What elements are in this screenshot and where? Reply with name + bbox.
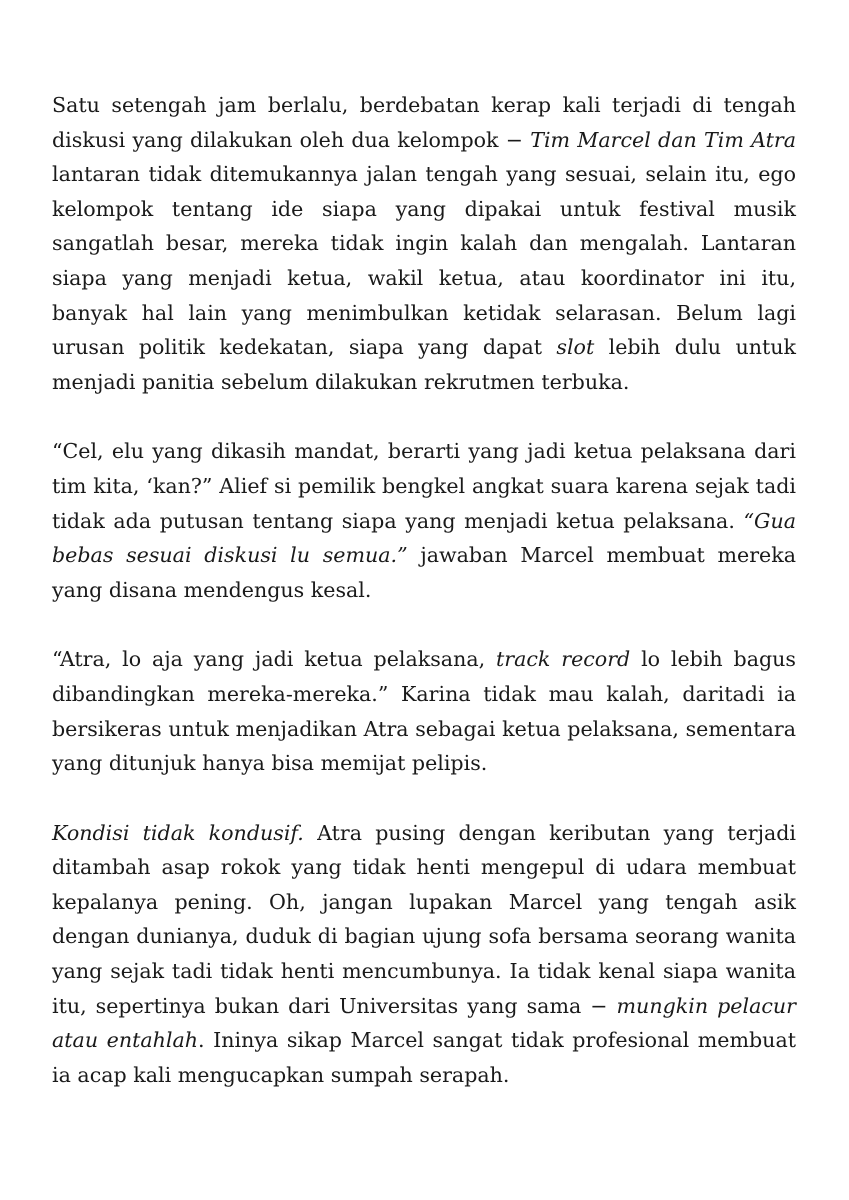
paragraph-3 [52, 642, 796, 780]
paragraph-4-italic-opening: Kondisi tidak kondusif. [52, 820, 304, 845]
paragraph-1-text: lantaran tidak ditemukannya jalan tengah yang sesuai, selain itu, ego kelompok tentang ide siapa yang dipakai untuk festival musik sangatlah besar, mereka tidak ingin kalah dan mengalah. Lantaran siapa yang menjadi ketua, wakil ketua, atau koordinator ini itu, banyak hal lain yang menimbulkan ketidak selarasan. Belum lagi urusan politik kedekatan, siapa yang dapat [52, 162, 796, 360]
paragraph-4-text: Atra pusing dengan keributan yang terjadi ditambah asap rokok yang tidak henti mengepul di udara membuat kepalanya pening. Oh, jangan lupakan Marcel yang tengah asik dengan dunianya, duduk di bagian ujung sofa bersama seorang wanita yang sejak tadi tidak henti mencumbunya. Ia tidak kenal siapa wanita itu, sepertinya bukan dari Universitas yang sama − [52, 820, 796, 1018]
paragraph-1-italic-slot: slot [556, 335, 595, 360]
paragraph-2 [52, 434, 796, 607]
paragraph-3-text: lo lebih bagus dibandingkan mereka-mereka.” Karina tidak mau kalah, daritadi ia bersikeras untuk menjadikan Atra sebagai ketua pelaksana, sementara yang ditunjuk hanya bisa memijat pelipis. [52, 647, 796, 776]
paragraph-3-italic-track-record: track record [496, 647, 631, 672]
document-page [52, 88, 796, 1092]
paragraph-1-text: lebih dulu untuk menjadi panitia sebelum dilakukan rekrutmen terbuka. [52, 335, 796, 394]
paragraph-1 [52, 88, 796, 399]
paragraph-3-text: “Atra, lo aja yang jadi ketua pelaksana, [52, 647, 496, 672]
paragraph-1-italic-team-names: Tim Marcel dan Tim Atra [530, 127, 796, 152]
paragraph-2-text: jawaban Marcel membuat mereka yang disana mendengus kesal. [52, 543, 796, 602]
paragraph-4 [52, 816, 796, 1093]
paragraph-4-text: . Ininya sikap Marcel sangat tidak profesional membuat ia acap kali mengucapkan sumpah serapah. [52, 1028, 796, 1087]
paragraph-1-text: Satu setengah jam berlalu, berdebatan kerap kali terjadi di tengah diskusi yang dilakukan oleh dua kelompok − [52, 93, 796, 152]
paragraph-2-italic-quote: “Gua bebas sesuai diskusi lu semua.” [52, 508, 796, 568]
paragraph-2-text: “Cel, elu yang dikasih mandat, berarti yang jadi ketua pelaksana dari tim kita, ‘kan?” Alief si pemilik bengkel angkat suara karena sejak tadi tidak ada putusan tentang siapa yang menjadi ketua pelaksana. [52, 439, 796, 533]
paragraph-4-italic-aside: mungkin pelacur atau entahlah [52, 993, 796, 1053]
